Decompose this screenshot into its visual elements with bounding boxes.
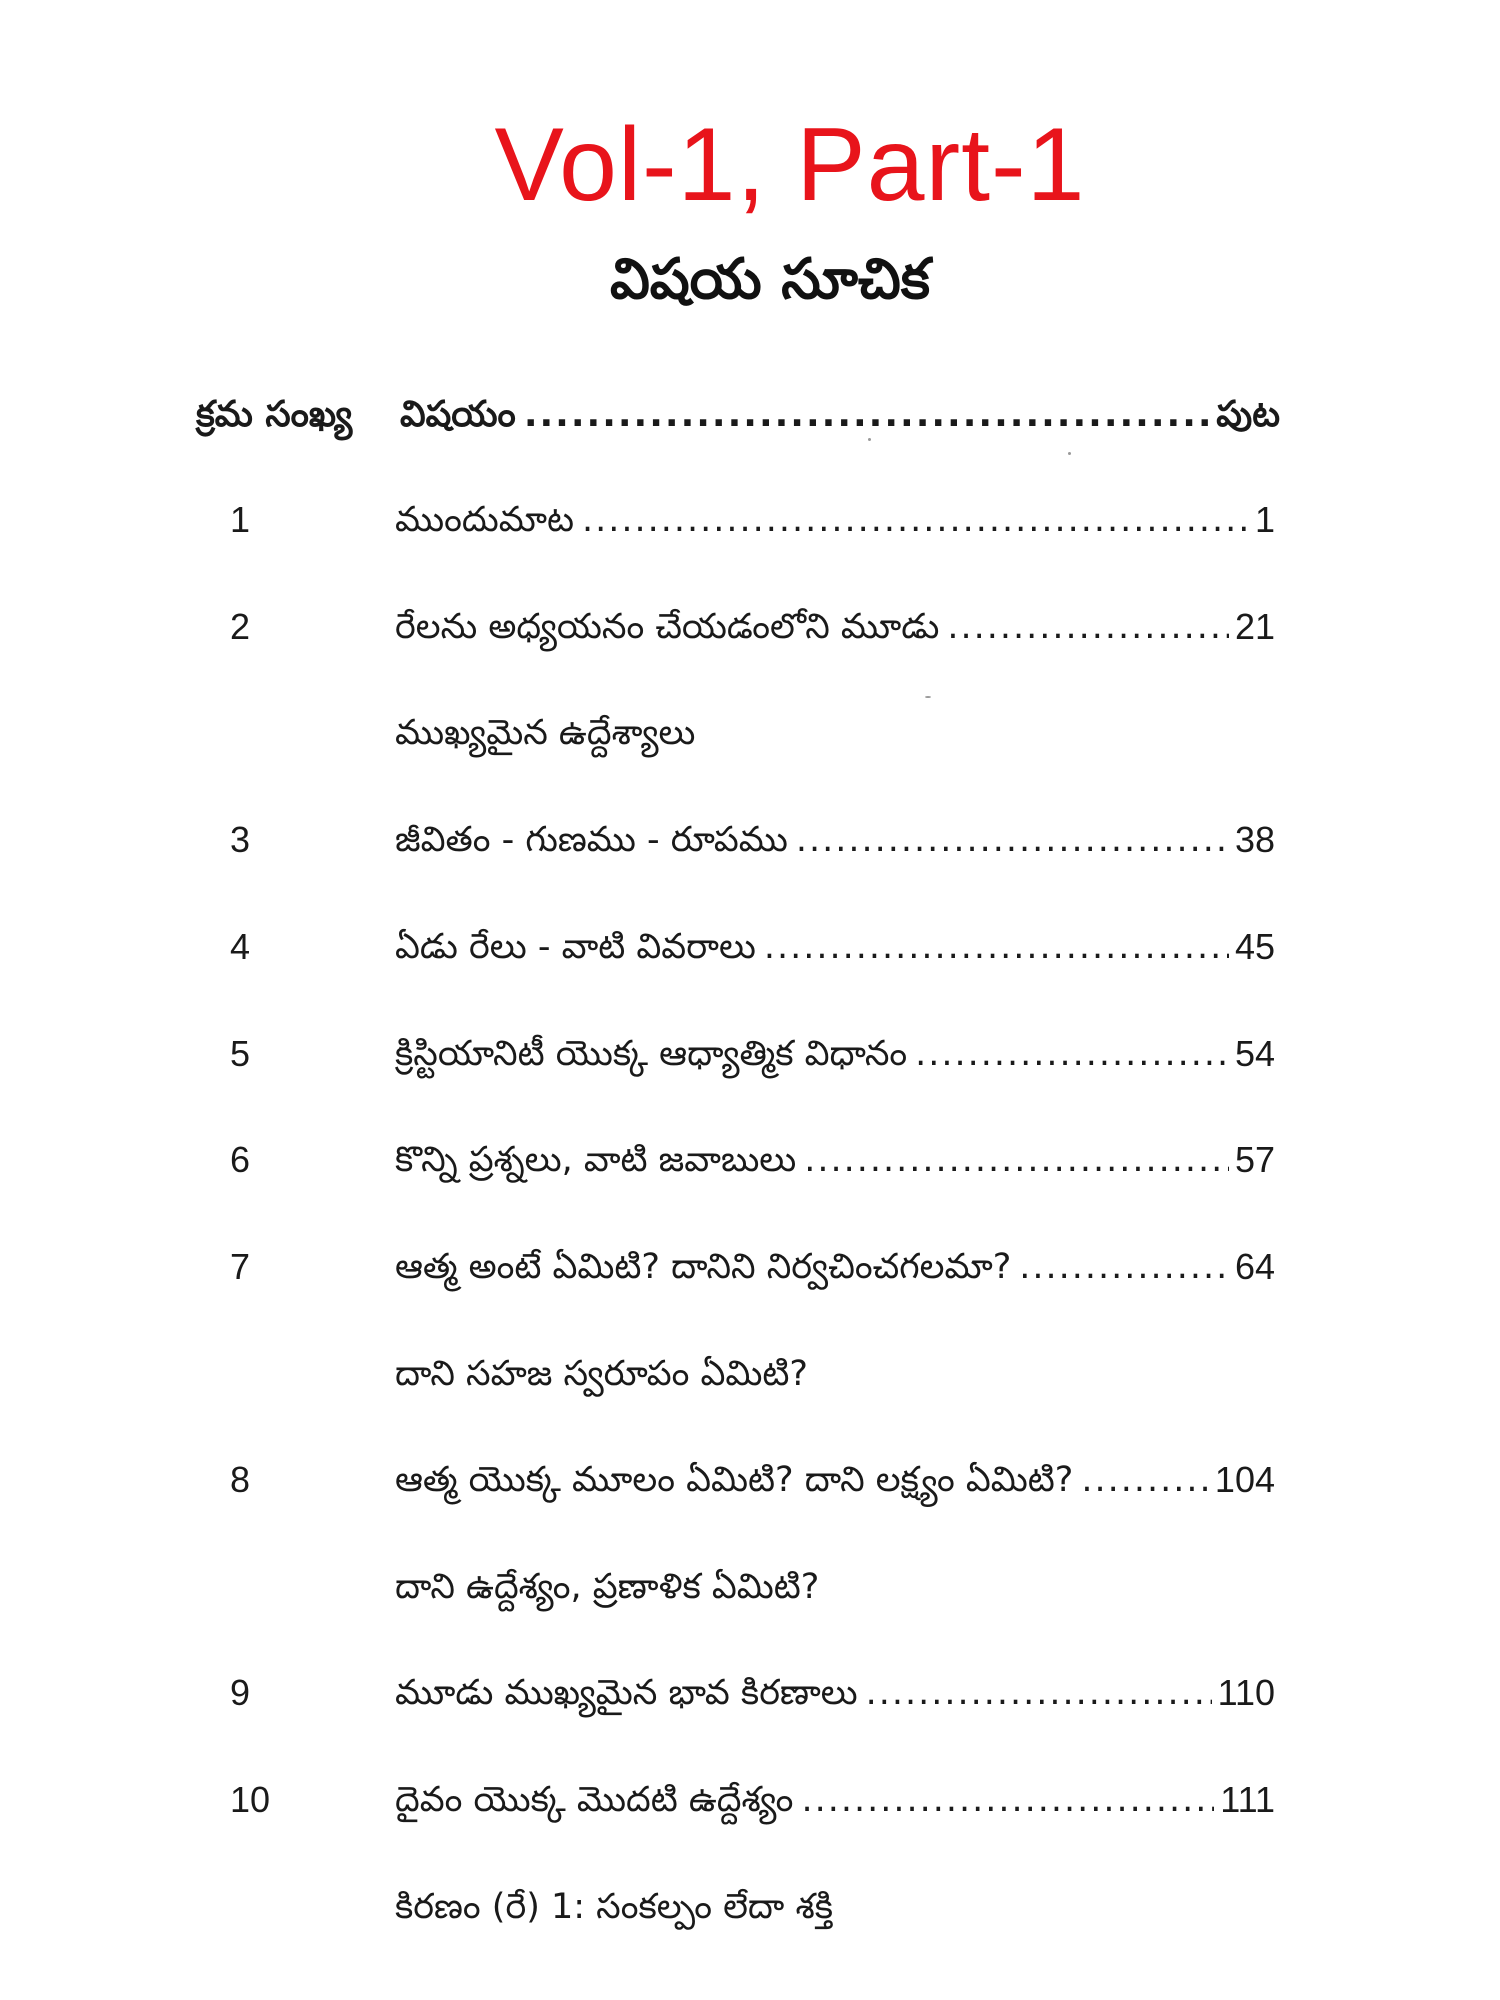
entry-number: 10 [230, 1779, 271, 1820]
toc-entry[interactable] [0, 1024, 1500, 1084]
leader-dots [947, 597, 1229, 657]
entry-number: 1 [230, 499, 251, 540]
entry-continuation: కిరణం (రే) 1: సంకల్పం లేదా శక్తి [395, 1887, 833, 1927]
toc-entry[interactable] [0, 1237, 1500, 1297]
print-speck [868, 438, 871, 441]
entry-page: 38 [1234, 819, 1275, 860]
toc-entry[interactable] [0, 597, 1500, 657]
leader-dots [1081, 1450, 1209, 1510]
toc-entry[interactable] [0, 1130, 1500, 1190]
entry-page: 21 [1234, 606, 1275, 647]
print-speck [925, 696, 931, 698]
header-topic-label: విషయం [400, 394, 516, 435]
leader-dots [796, 810, 1229, 870]
toc-entry-continuation [0, 703, 1500, 763]
entry-line [395, 1024, 1275, 1084]
header-page-label: పుట [1216, 394, 1280, 435]
entry-number: 3 [230, 819, 251, 860]
leader-dots [1019, 1237, 1229, 1297]
entry-title: జీవితం - గుణము - రూపము [395, 820, 788, 860]
toc-entry[interactable] [0, 1450, 1500, 1510]
leader-dots [915, 1024, 1229, 1084]
entry-number: 5 [230, 1033, 251, 1074]
entry-continuation: ముఖ్యమైన ఉద్దేశ్యాలు [395, 713, 696, 753]
entry-title: ఆత్మ అంటే ఏమిటి? దానిని నిర్వచించగలమా? [395, 1247, 1012, 1287]
entry-number: 9 [230, 1672, 251, 1713]
toc-entry[interactable] [0, 917, 1500, 977]
entry-line [395, 1663, 1275, 1723]
entry-title: ఏడు రేలు - వాటి వివరాలు [395, 927, 756, 967]
entry-page: 57 [1234, 1139, 1275, 1180]
volume-title: Vol-1, Part-1 [494, 107, 1086, 223]
toc-entry[interactable] [0, 810, 1500, 870]
entry-number: 2 [230, 606, 251, 647]
entry-number: 8 [230, 1459, 251, 1500]
entry-page: 1 [1254, 499, 1275, 540]
leader-dots [866, 1663, 1212, 1723]
leader-dots [801, 1770, 1214, 1830]
entry-page: 54 [1234, 1033, 1275, 1074]
entry-title: క్రిస్టియానిటీ యొక్క ఆధ్యాత్మిక విధానం [395, 1034, 908, 1074]
entry-line [395, 597, 1275, 657]
leader-dots [764, 917, 1229, 977]
toc-entry-continuation [0, 1557, 1500, 1617]
entry-title: దైవం యొక్క మొదటి ఉద్దేశ్యం [395, 1780, 794, 1820]
entry-continuation: దాని ఉద్దేశ్యం, ప్రణాళిక ఏమిటి? [395, 1567, 820, 1607]
header-topic-line [400, 385, 1280, 445]
entry-line [395, 810, 1275, 870]
toc-entry[interactable] [0, 1663, 1500, 1723]
contents-title: విషయ సూచిక [609, 247, 931, 312]
entry-number: 4 [230, 926, 251, 967]
entry-continuation: దాని సహజ స్వరూపం ఏమిటి? [395, 1354, 808, 1394]
entry-title: మూడు ముఖ్యమైన భావ కిరణాలు [395, 1673, 858, 1713]
entry-page: 104 [1214, 1459, 1275, 1500]
entry-page: 64 [1234, 1246, 1275, 1287]
toc-entry-continuation [0, 1877, 1500, 1937]
entry-line [395, 1770, 1275, 1830]
entry-title: ముందుమాట [395, 500, 574, 540]
leader-dots [582, 490, 1249, 550]
print-speck [1068, 452, 1071, 455]
entry-page: 110 [1217, 1672, 1275, 1713]
entry-line [395, 1237, 1275, 1297]
entry-number: 6 [230, 1139, 251, 1180]
entry-number: 7 [230, 1246, 251, 1287]
toc-header [0, 385, 1500, 445]
toc-entry[interactable] [0, 1770, 1500, 1830]
entry-line [395, 1450, 1275, 1510]
entry-page: 45 [1234, 926, 1275, 967]
header-number-label: క్రమ సంఖ్య [196, 394, 353, 435]
entry-title: కొన్ని ప్రశ్నలు, వాటి జవాబులు [395, 1140, 797, 1180]
header-leader-dots [524, 385, 1208, 445]
entry-title: రేలను అధ్యయనం చేయడంలోని మూడు [395, 607, 940, 647]
toc-entry-continuation [0, 1344, 1500, 1404]
entry-page: 111 [1220, 1779, 1275, 1820]
leader-dots [804, 1130, 1229, 1190]
entry-line [395, 1130, 1275, 1190]
entry-line [395, 490, 1275, 550]
entry-line [395, 917, 1275, 977]
entry-title: ఆత్మ యొక్క మూలం ఏమిటి? దాని లక్ష్యం ఏమిటి? [395, 1460, 1074, 1500]
toc-entry[interactable] [0, 490, 1500, 550]
